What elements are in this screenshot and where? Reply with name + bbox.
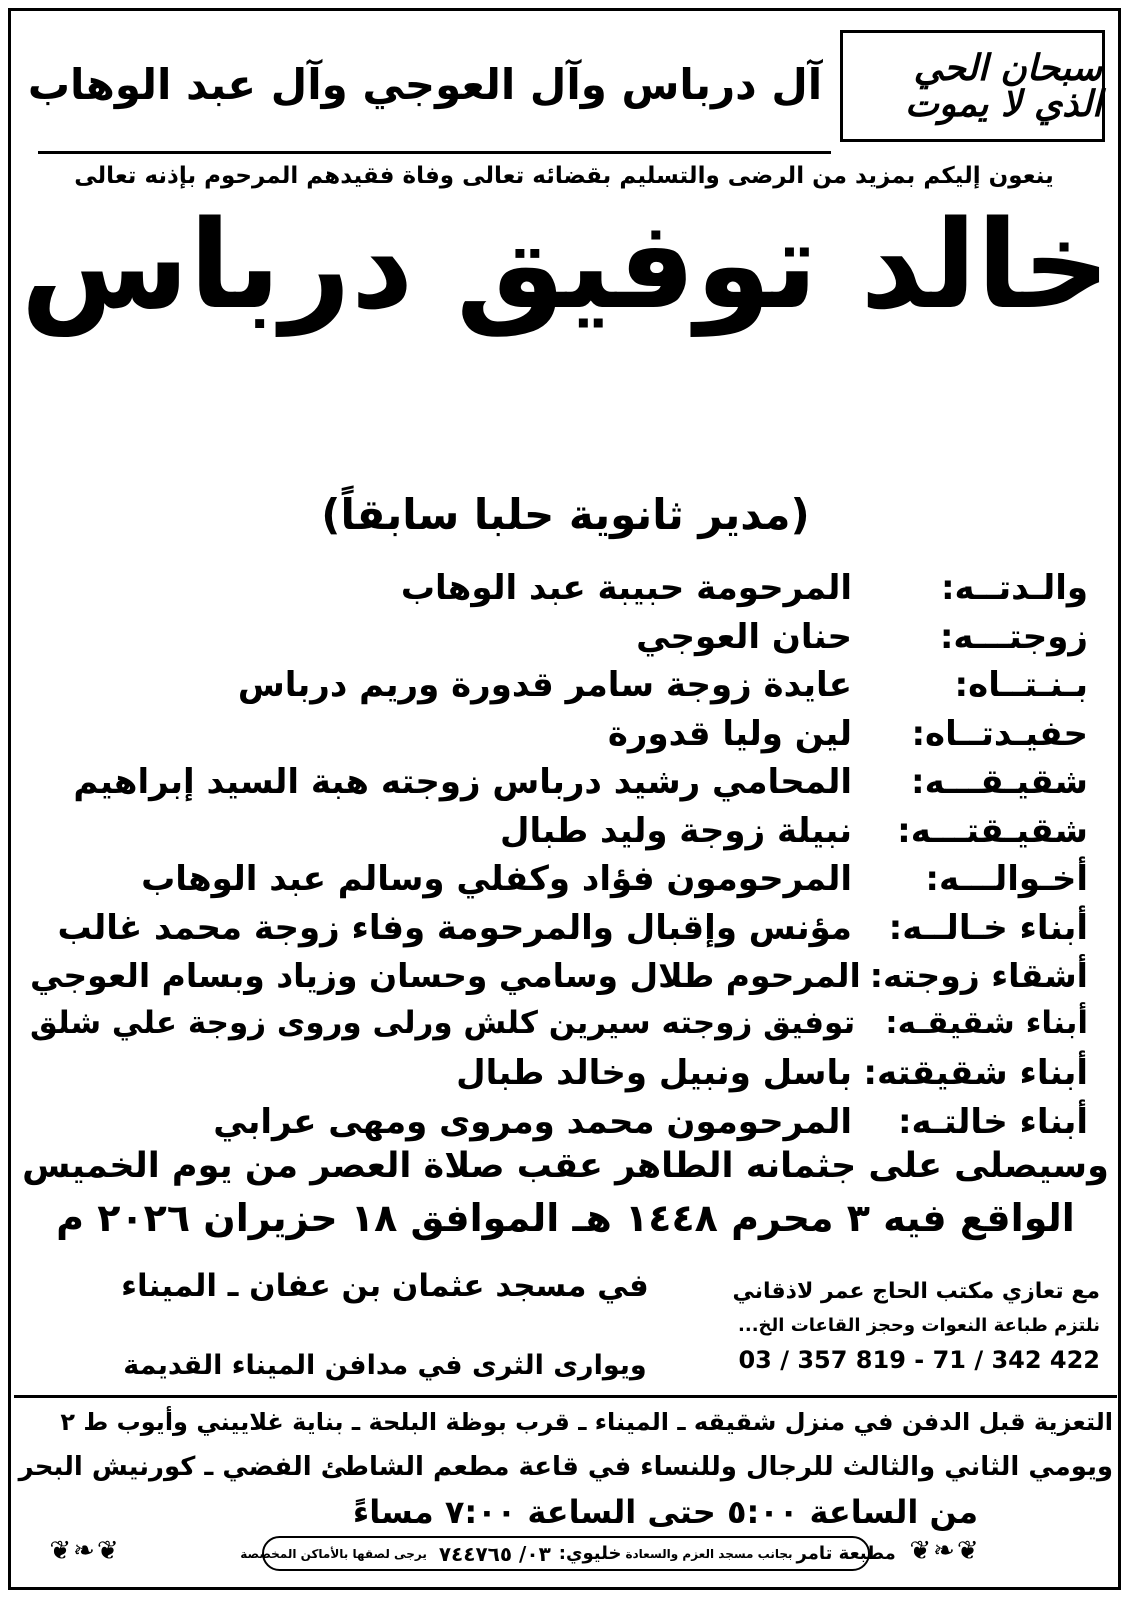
relative-row	[30, 617, 1088, 666]
mobile-label: خليوي:	[558, 1543, 622, 1564]
deceased-position: (مدير ثانوية حلبا سابقاً)	[321, 490, 810, 539]
relative-value: المرحومة حبيبة عبد الوهاب	[400, 568, 852, 608]
relative-label: شقيـقـــه:	[911, 762, 1088, 802]
relative-value: حنان العوجي	[636, 616, 852, 657]
relative-label: أبناء خالتـه:	[897, 1101, 1088, 1142]
relative-row	[30, 908, 1088, 957]
ornament-right: ❦❧❦	[909, 1536, 981, 1566]
office-condolence: مع تعازي مكتب الحاج عمر لاذقاني	[732, 1279, 1100, 1304]
office-services: نلتزم طباعة النعوات وحجز القاعات الخ...	[738, 1315, 1100, 1336]
relative-label: أبناء شقيقـه:	[885, 1004, 1088, 1041]
relative-value: عايدة زوجة سامر قدورة وريم درباس	[237, 665, 852, 705]
relative-value: نبيلة زوجة وليد طبال	[500, 810, 852, 851]
relative-row	[30, 714, 1088, 763]
relative-row	[30, 811, 1088, 860]
ornament-left: ❦❧❦	[49, 1536, 121, 1566]
header-divider	[38, 151, 831, 154]
burial-place: ويوارى الثرى في مدافن الميناء القديمة	[123, 1350, 647, 1381]
relative-row	[30, 568, 1088, 617]
printer-footer	[240, 1536, 896, 1571]
relative-value: مؤنس وإقبال والمرحومة وفاء زوجة محمد غالب	[57, 907, 852, 948]
calligraphy-text: سبحان الحي الذي لا يموت	[905, 47, 1102, 125]
relatives-list	[30, 568, 1088, 1150]
families-heading: آل درباس وآل العوجي وآل عبد الوهاب	[27, 60, 823, 109]
relative-value: لين وليا قدورة	[607, 713, 852, 754]
relative-label: بـنـتــاه:	[954, 665, 1088, 705]
relative-value: باسل ونبيل وخالد طبال	[456, 1053, 852, 1093]
condolence-line: ويومي الثاني والثالث للرجال وللنساء في قاعة مطعم الشاطئ الفضي ـ كورنيش البحر	[18, 1452, 1113, 1482]
relative-value: المحامي رشيد درباس زوجته هبة السيد إبراهيم	[73, 762, 852, 802]
mosque-name: في مسجد عثمان بن عفان ـ الميناء	[121, 1268, 649, 1304]
relative-label: أشقاء زوجته:	[869, 956, 1088, 995]
office-block	[730, 1275, 1100, 1377]
relative-value: المرحومون فؤاد وكفلي وسالم عبد الوهاب	[141, 859, 852, 899]
relative-row	[30, 665, 1088, 714]
posting-note: يرجى لصقها بالأماكن المخصصة	[240, 1546, 427, 1561]
relative-row	[30, 762, 1088, 811]
relative-value: المرحوم طلال وسامي وحسان وزياد وبسام العوجي	[30, 956, 861, 995]
relative-label: والـدتــه:	[940, 568, 1088, 608]
calligraphy-emblem	[840, 30, 1105, 142]
relative-label: أبناء شقيقته:	[863, 1053, 1088, 1093]
mobile-number: ٠٣/ ٧٤٤٧٦٥	[438, 1541, 551, 1566]
announcement-text: ينعون إليكم بمزيد من الرضى والتسليم بقضائه تعالى وفاة فقيدهم المرحوم بإذنه تعالى	[74, 163, 1054, 189]
relative-label: أبناء خـالــه:	[888, 907, 1088, 948]
printer-name: مطبعة تامر	[796, 1543, 896, 1564]
relative-label: أخـوالـــه:	[925, 859, 1088, 899]
printer-address: بجانب مسجد العزم والسعادة	[625, 1546, 793, 1561]
condolence-line: من الساعة ٥:٠٠ حتى الساعة ٧:٠٠ مساءً	[352, 1493, 979, 1531]
relative-value: المرحومون محمد ومروى ومهى عرابي	[213, 1101, 852, 1142]
funeral-prayer-line: وسيصلى على جثمانه الطاهر عقب صلاة العصر من يوم الخميس	[22, 1146, 1109, 1186]
relative-row	[30, 1053, 1088, 1102]
funeral-details	[18, 1140, 1113, 1244]
funeral-date-line: الواقع فيه ٣ محرم ١٤٤٨ هـ الموافق ١٨ حزيران ٢٠٢٦ م	[56, 1196, 1075, 1240]
office-phones: 03 / 357 819 - 71 / 342 422	[738, 1346, 1100, 1374]
condolence-divider	[14, 1395, 1117, 1398]
deceased-name: خالد توفيق درباس	[20, 194, 1111, 336]
condolence-details	[18, 1400, 1113, 1535]
condolence-line: التعزية قبل الدفن في منزل شقيقه ـ الميناء ـ قرب بوظة البلحة ـ بناية غلاييني وأيوب ط ٢	[60, 1408, 1113, 1436]
relative-label: شقيـقتـــه:	[897, 810, 1088, 851]
relative-row	[30, 1005, 1088, 1054]
relative-label: حفيـدتــاه:	[911, 713, 1088, 754]
relative-row	[30, 859, 1088, 908]
relative-label: زوجتـــه:	[939, 616, 1088, 657]
relative-value: توفيق زوجته سيرين كلش ورلى وروى زوجة علي شلق	[30, 1004, 856, 1041]
relative-row	[30, 956, 1088, 1005]
